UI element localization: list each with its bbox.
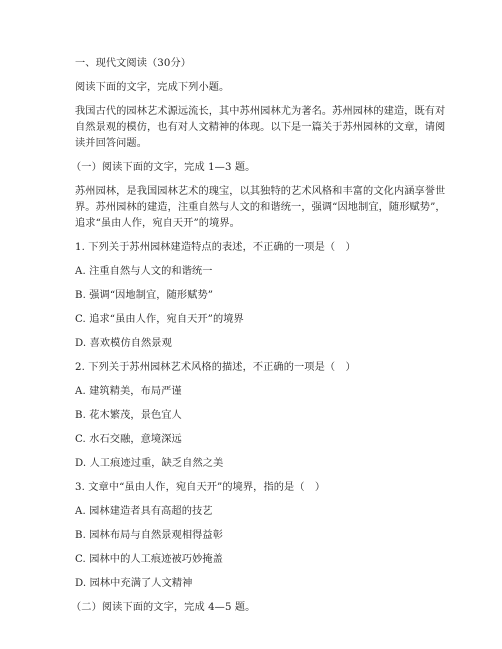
intro-paragraph-line: 读并回答问题。 xyxy=(75,138,148,149)
question-3-option-c: C. 园林中的人工痕迹被巧妙掩盖 xyxy=(75,554,223,565)
instruction-text: 阅读下面的文字，完成下列小题。 xyxy=(75,82,230,93)
subsection-heading-2: （二）阅读下面的文字，完成 4—5 题。 xyxy=(71,602,256,613)
section-heading: 一、现代文阅读（30分） xyxy=(75,58,192,69)
question-3-option-a: A. 园林建造者具有高超的技艺 xyxy=(75,506,213,517)
question-1-option-a: A. 注重自然与人文的和谐统一 xyxy=(75,266,213,277)
question-3-option-d: D. 园林中充满了人文精神 xyxy=(75,578,193,589)
question-1: 1. 下列关于苏州园林建造特点的表述，不正确的一项是（ ） xyxy=(75,242,356,253)
intro-paragraph-line: 我国古代的园林艺术源远流长，其中苏州园林尤为著名。苏州园林的建造，既有对 xyxy=(75,106,446,117)
question-2-option-b: B. 花木繁茂，景色宜人 xyxy=(75,410,182,421)
passage-line: 界。苏州园林的建造，注重自然与人文的和谐统一，强调“因地制宜，随形赋势”， xyxy=(75,202,446,213)
question-2-option-a: A. 建筑精美，布局严谨 xyxy=(75,386,182,397)
passage-line: 苏州园林，是我国园林艺术的瑰宝，以其独特的艺术风格和丰富的文化内涵享誉世 xyxy=(75,186,446,197)
question-3-option-b: B. 园林布局与自然景观相得益彰 xyxy=(75,530,223,541)
question-1-option-d: D. 喜欢模仿自然景观 xyxy=(75,338,172,349)
subsection-heading: （一）阅读下面的文字，完成 1—3 题。 xyxy=(71,162,256,173)
question-2-option-c: C. 水石交融，意境深远 xyxy=(75,434,182,445)
question-1-option-c: C. 追求“虽由人作，宛自天开”的境界 xyxy=(75,314,244,325)
question-3: 3. 文章中“虽由人作，宛自天开”的境界，指的是（ ） xyxy=(75,482,326,493)
question-1-option-b: B. 强调“因地制宜，随形赋势” xyxy=(75,290,214,301)
passage-line: 追求“虽由人作，宛自天开”的境界。 xyxy=(75,218,240,229)
question-2: 2. 下列关于苏州园林艺术风格的描述，不正确的一项是（ ） xyxy=(75,362,356,373)
intro-paragraph-line: 自然景观的模仿，也有对人文精神的体现。以下是一篇关于苏州园林的文章，请阅 xyxy=(75,122,446,133)
question-2-option-d: D. 人工痕迹过重，缺乏自然之美 xyxy=(75,458,224,469)
